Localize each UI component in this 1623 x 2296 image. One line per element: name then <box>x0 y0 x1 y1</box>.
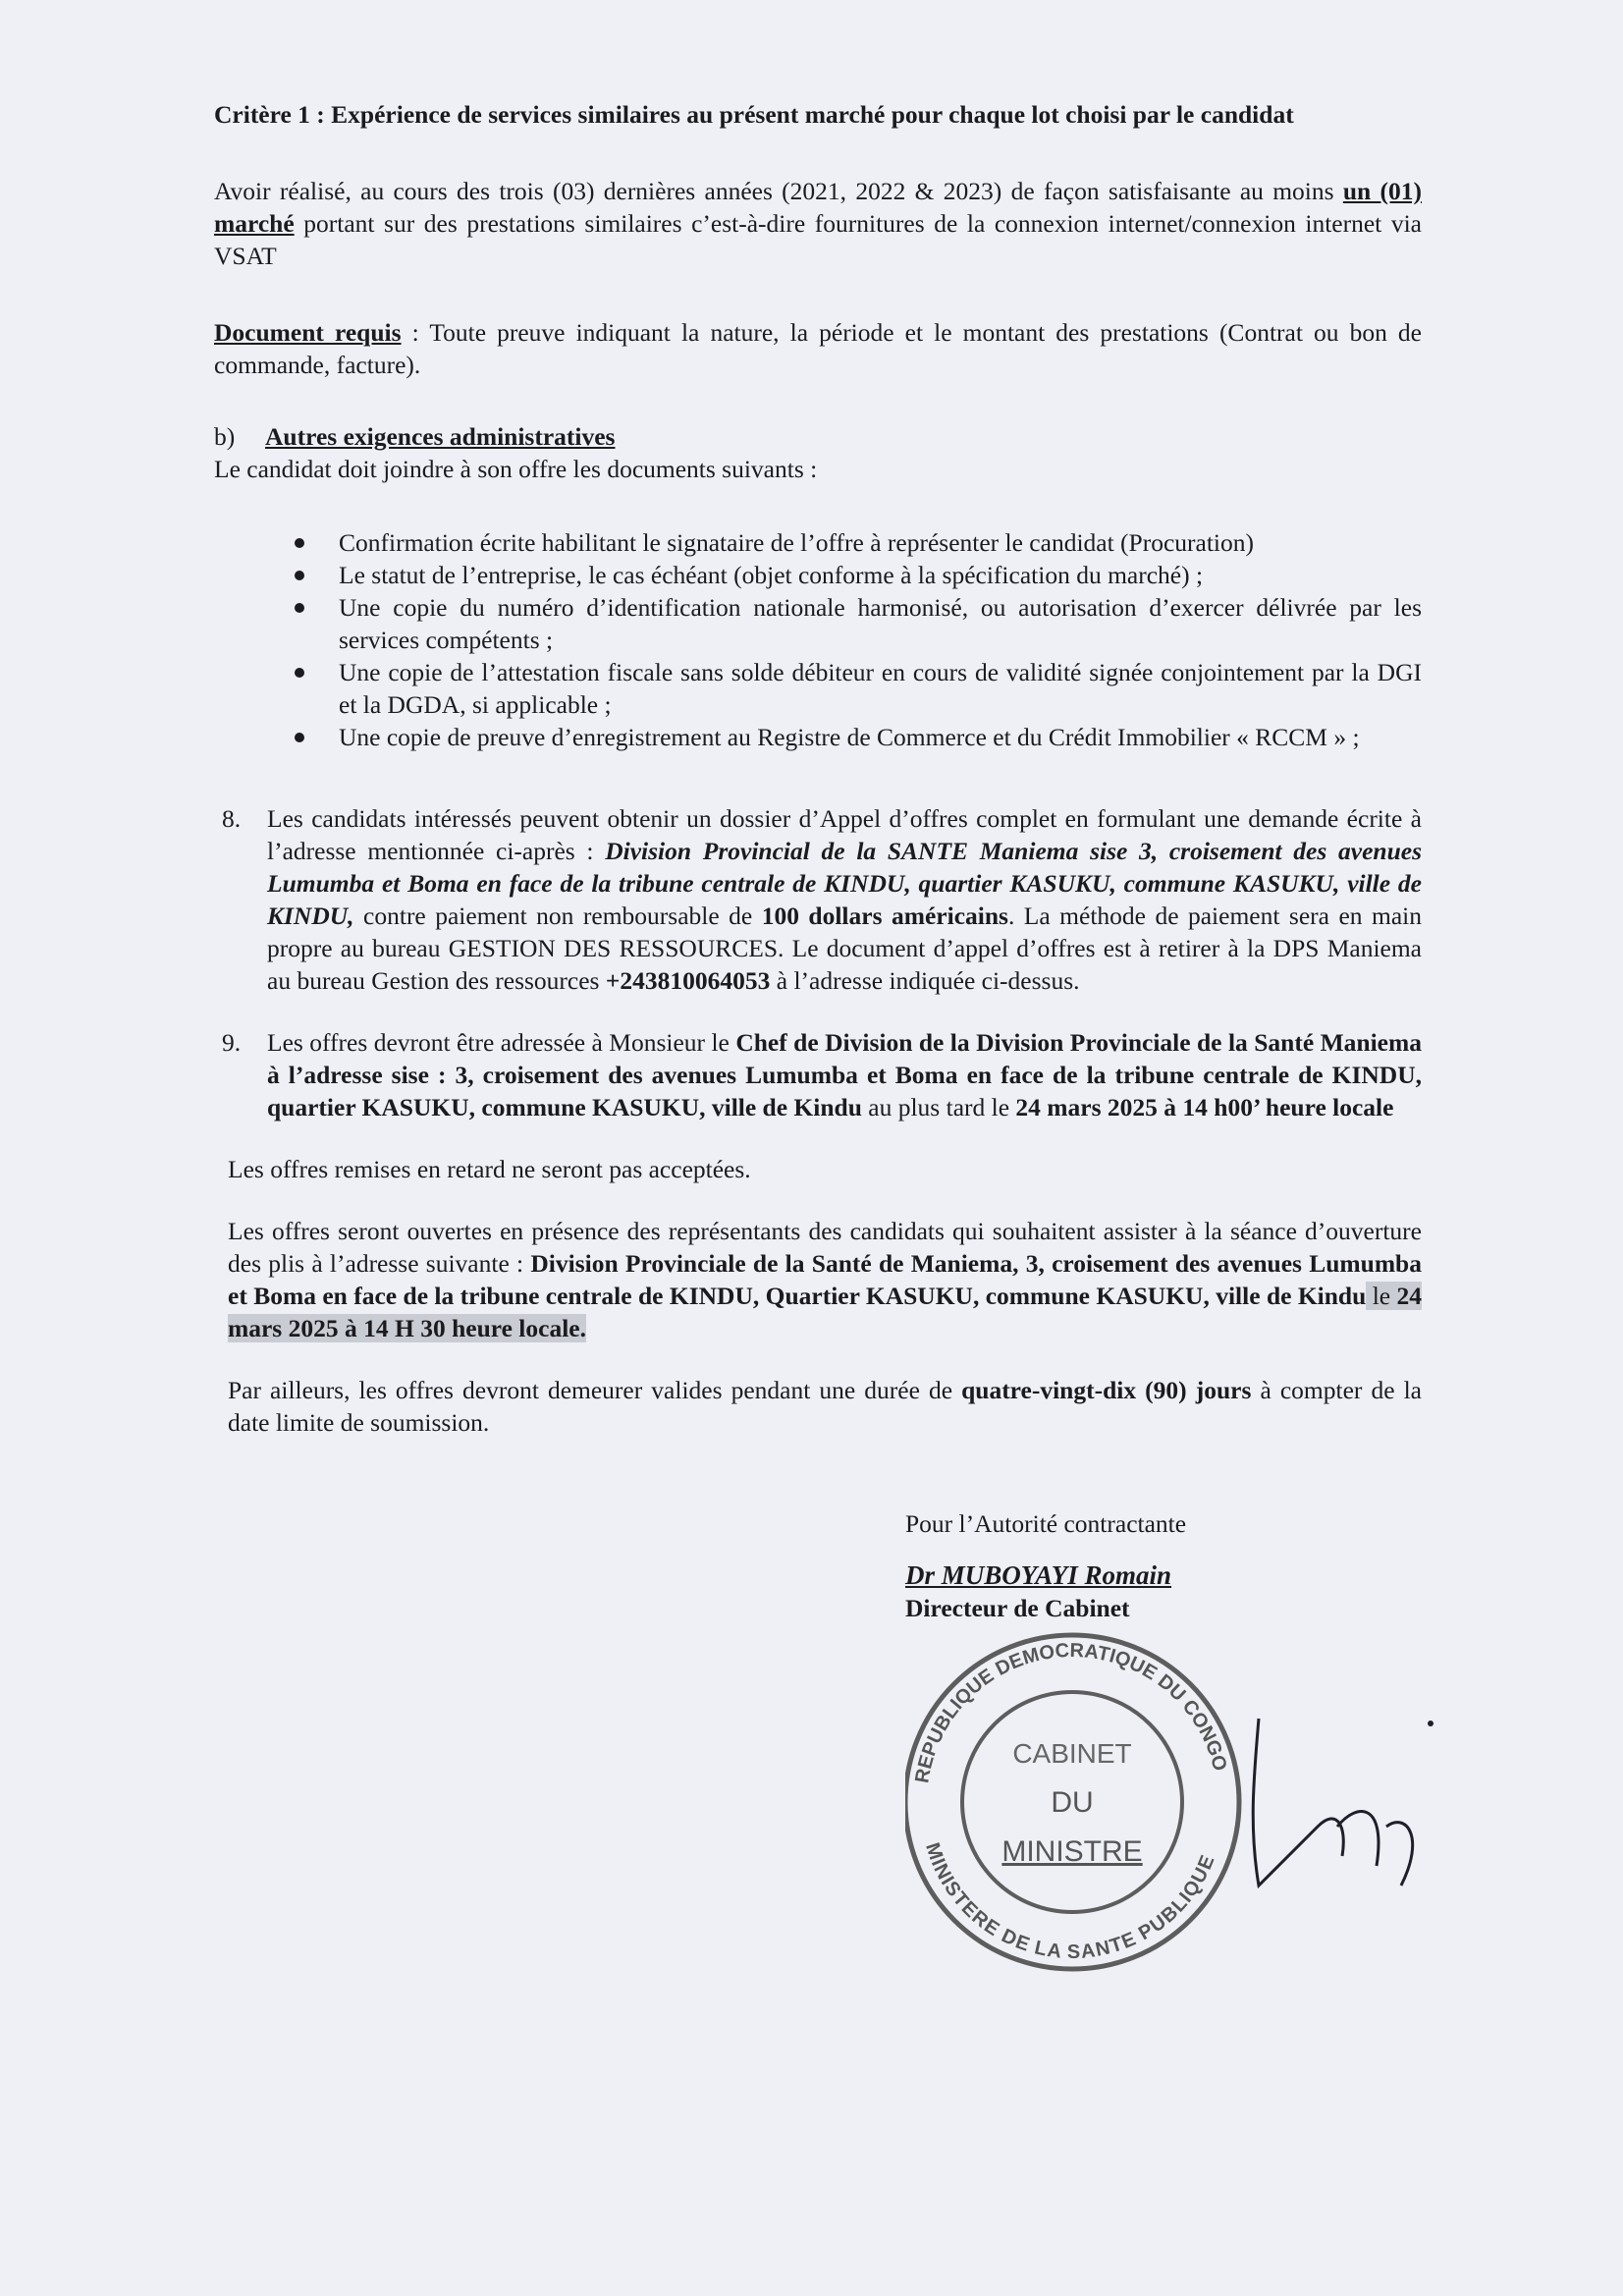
item-number: 8. <box>222 804 242 833</box>
bullet-icon <box>295 733 304 742</box>
list-item <box>339 526 1422 559</box>
list-item-text: Une copie du numéro d’identification nationale harmonisé, ou autorisation d’exercer délivrée par les services compétents ; <box>339 593 1422 654</box>
bullet-icon <box>295 538 304 548</box>
stamp-center-2: DU <box>1051 1786 1094 1819</box>
criterion-requirement: un (01) marché <box>214 177 1422 238</box>
bullet-icon <box>295 603 304 613</box>
section-b-title: Autres exigences administratives <box>265 422 616 451</box>
list-item <box>339 721 1422 753</box>
list-item <box>339 559 1422 591</box>
stamp-center-1: CABINET <box>1012 1738 1132 1769</box>
criterion-text-a: Avoir réalisé, au cours des trois (03) dernières années (2021, 2022 & 2023) de façon satisfaisante au moins <box>214 177 1343 205</box>
opening-text: Les offres seront ouvertes en présence des représentants des candidats qui souhaitent assister à la séance d’ouverture des plis à l’adresse suivante : <box>228 1217 1422 1278</box>
opening-address: Division Provinciale de la Santé de Maniema, 3, croisement des avenues Lumumba et Boma en face de la tribune centrale de KINDU, Quartier KASUKU, commune KASUKU, ville de Kindu <box>228 1249 1422 1310</box>
stamp-top-arc: REPUBLIQUE DEMOCRATIQUE DU CONGO <box>911 1639 1231 1785</box>
item-8-text: contre paiement non remboursable de <box>353 902 762 930</box>
opening-date: 24 mars 2025 à 14 H 30 heure locale. <box>228 1282 1423 1342</box>
stamp-bottom-arc: MINISTERE DE LA SANTE PUBLIQUE <box>921 1839 1219 1963</box>
late-offers-note: Les offres remises en retard ne seront pas acceptées. <box>228 1155 751 1183</box>
document-required-text: : Toute preuve indiquant la nature, la période et le montant des prestations (Contrat ou bon de commande, facture). <box>214 318 1422 379</box>
validity-duration: quatre-vingt-dix (90) jours <box>961 1376 1252 1404</box>
item-9-recipient: Chef de Division de la Division Provinciale de la Santé Maniema à l’adresse sise : 3, croisement des avenues Lumumba et Boma en face de la tribune centrale de KINDU, quartier KASUKU, commune KASUKU, ville de Kindu <box>267 1028 1422 1121</box>
item-9-text: Les offres devront être adressée à Monsieur le <box>267 1028 736 1057</box>
stamp-center-3: MINISTRE <box>1001 1835 1143 1868</box>
validity-text: Par ailleurs, les offres devront demeurer valides pendant une durée de <box>228 1376 962 1404</box>
item-9-text: au plus tard le <box>861 1093 1016 1121</box>
bullet-icon <box>295 668 304 678</box>
section-b-intro: Le candidat doit joindre à son offre les documents suivants : <box>214 455 818 483</box>
item-9 <box>222 1026 1422 1123</box>
signature-block <box>905 1507 1455 1974</box>
opening-paragraph <box>228 1215 1422 1344</box>
document-required <box>214 316 1422 381</box>
opening-text: le <box>1366 1282 1397 1310</box>
criterion-text-b: portant sur des prestations similaires c’est-à-dire fournitures de la connexion internet/connexion internet via VSAT <box>214 209 1422 270</box>
list-item-text: Le statut de l’entreprise, le cas échéant (objet conforme à la spécification du marché) ; <box>339 561 1204 589</box>
list-item <box>339 591 1422 656</box>
list-item-text: Une copie de l’attestation fiscale sans solde débiteur en cours de validité signée conjointement par la DGI et la DGDA, si applicable ; <box>339 658 1422 719</box>
list-item-text: Confirmation écrite habilitant le signataire de l’offre à représenter le candidat (Procuration) <box>339 528 1255 557</box>
handwritten-signature <box>1253 1719 1412 1886</box>
item-8-amount: 100 dollars américains <box>761 902 1008 930</box>
item-8-phone: +243810064053 <box>605 966 771 995</box>
bullet-icon <box>295 571 304 580</box>
section-b-heading <box>214 420 1422 453</box>
validity-text: à compter de la date limite de soumission. <box>228 1376 1422 1437</box>
signatory-name: Dr MUBOYAYI Romain <box>905 1560 1172 1590</box>
criterion-title: Critère 1 : Expérience de services similaires au présent marché pour chaque lot choisi par le candidat <box>214 100 1294 129</box>
item-number: 9. <box>222 1028 242 1057</box>
section-b-letter: b) <box>214 422 236 451</box>
official-stamp-and-signature <box>905 1630 1455 1974</box>
validity-paragraph <box>228 1374 1422 1439</box>
document-required-label: Document requis <box>214 318 402 347</box>
item-8-text: Les candidats intéressés peuvent obtenir un dossier d’Appel d’offres complet en formulant une demande écrite à l’adresse mentionnée ci-après : <box>267 804 1422 865</box>
item-8-text: . La méthode de paiement sera en main propre au bureau GESTION DES RESSOURCES. Le document d’appel d’offres est à retirer à la DPS Maniema au bureau Gestion des ressources <box>267 902 1422 995</box>
signatory-role: Directeur de Cabinet <box>905 1594 1130 1622</box>
item-8 <box>222 802 1422 997</box>
signature-for: Pour l’Autorité contractante <box>905 1509 1187 1538</box>
criterion-text <box>214 175 1422 272</box>
item-8-text: à l’adresse indiquée ci-dessus. <box>770 966 1080 995</box>
item-9-deadline: 24 mars 2025 à 14 h00’ heure locale <box>1015 1093 1394 1121</box>
list-item <box>339 656 1422 721</box>
list-item-text: Une copie de preuve d’enregistrement au Registre de Commerce et du Crédit Immobilier « RCCM » ; <box>339 723 1360 751</box>
item-8-address: Division Provincial de la SANTE Maniema sise 3, croisement des avenues Lumumba et Boma en face de la tribune centrale de KINDU, quartier KASUKU, commune KASUKU, ville de KINDU, <box>267 837 1422 930</box>
required-documents-list <box>339 526 1422 753</box>
